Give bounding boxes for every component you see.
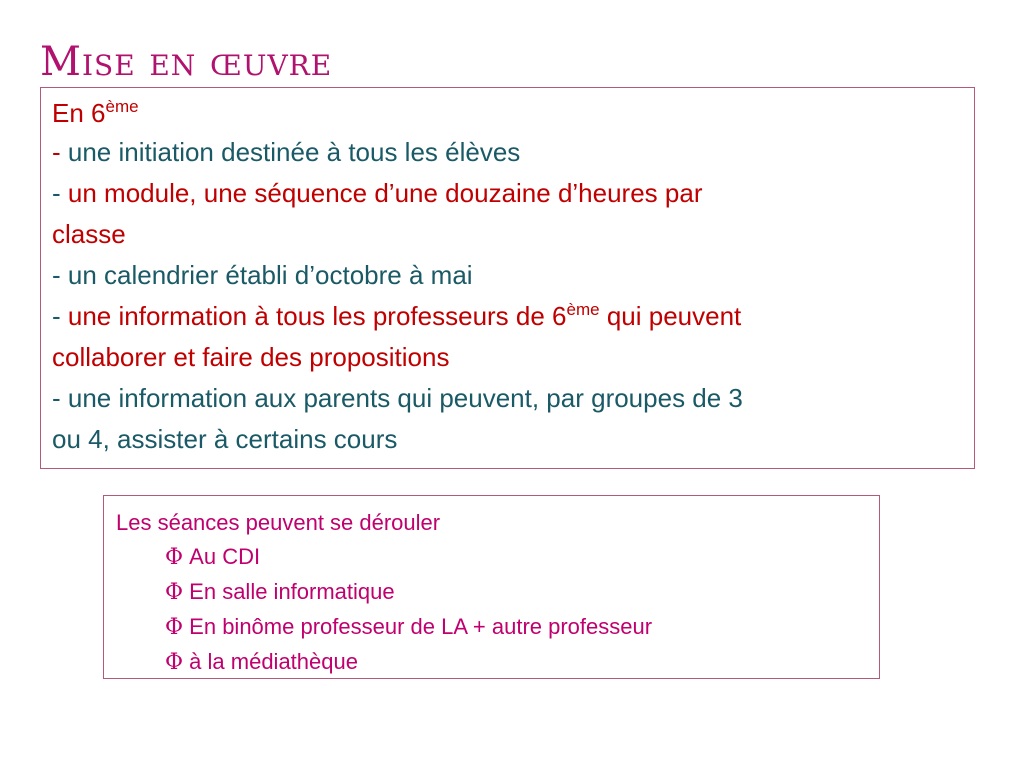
- list-item-label: En binôme professeur de LA + autre professeur: [189, 614, 653, 639]
- point-teachers-superscript: ème: [566, 300, 600, 319]
- list-item-label: à la médiathèque: [189, 649, 358, 674]
- point-parents-continued: ou 4, assister à certains cours: [52, 424, 398, 454]
- slide-title: Mise en œuvre: [40, 39, 333, 85]
- phi-bullet-icon: Φ: [165, 545, 184, 570]
- list-item: [116, 610, 879, 645]
- list-item-label: En salle informatique: [189, 579, 395, 604]
- list-item: [116, 645, 879, 680]
- main-text-box: [40, 87, 975, 469]
- sessions-box: [103, 495, 880, 679]
- point-module-text: un module, une séquence d’une douzaine d’heures par: [67, 178, 703, 208]
- point-teachers-dash: -: [52, 301, 68, 331]
- grade-heading-text: En 6: [52, 98, 106, 128]
- point-module-continued: classe: [52, 219, 126, 249]
- point-module: [52, 173, 974, 214]
- point-teachers-text-end: qui peuvent: [599, 301, 742, 331]
- phi-bullet-icon: Φ: [165, 650, 184, 675]
- sessions-intro: Les séances peuvent se dérouler: [116, 510, 441, 535]
- grade-heading: [52, 94, 974, 132]
- phi-bullet-icon: Φ: [165, 580, 184, 605]
- point-initiation-dash: -: [52, 137, 68, 167]
- point-teachers: [52, 296, 974, 337]
- grade-heading-superscript: ème: [105, 97, 139, 116]
- point-parents: - une information aux parents qui peuvent, par groupes de 3: [52, 383, 743, 413]
- point-teachers-continued: collaborer et faire des propositions: [52, 342, 450, 372]
- point-calendar: - un calendrier établi d’octobre à mai: [52, 260, 473, 290]
- point-module-dash: -: [52, 178, 68, 208]
- list-item-label: Au CDI: [189, 544, 261, 569]
- point-initiation-text: une initiation destinée à tous les élèves: [67, 137, 521, 167]
- point-initiation: [52, 132, 974, 173]
- point-teachers-text: une information à tous les professeurs de 6: [67, 301, 567, 331]
- list-item: [116, 540, 879, 575]
- phi-bullet-icon: Φ: [165, 615, 184, 640]
- list-item: [116, 575, 879, 610]
